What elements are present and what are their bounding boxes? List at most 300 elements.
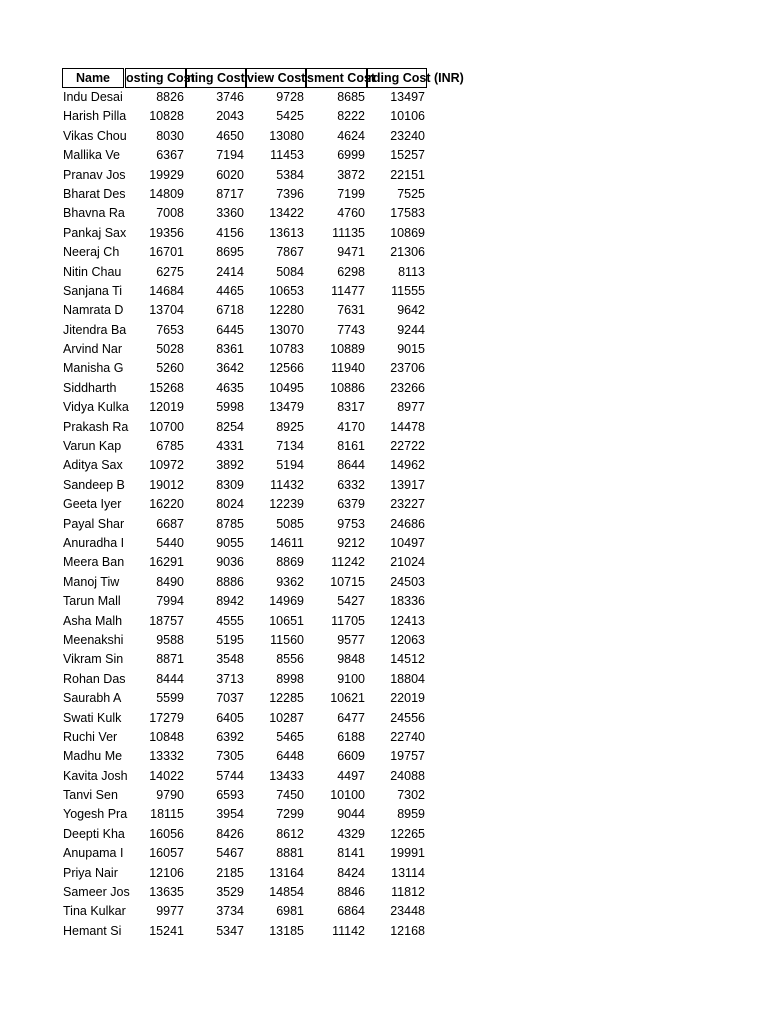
cost-cell[interactable]: 11135 xyxy=(332,225,365,240)
cost-cell[interactable]: 8869 xyxy=(276,555,304,570)
cost-cell[interactable]: 9848 xyxy=(337,652,365,667)
cost-cell[interactable]: 8426 xyxy=(216,826,244,841)
name-cell[interactable]: Deepti Kha xyxy=(63,826,125,841)
cost-cell[interactable]: 8925 xyxy=(276,419,304,434)
cost-cell[interactable]: 8717 xyxy=(216,186,244,201)
cost-cell[interactable]: 5427 xyxy=(337,594,365,609)
cost-cell[interactable]: 18757 xyxy=(149,613,184,628)
cost-cell[interactable]: 14962 xyxy=(390,458,425,473)
cost-cell[interactable]: 9588 xyxy=(156,632,184,647)
cost-cell[interactable]: 6445 xyxy=(216,322,244,337)
cost-cell[interactable]: 6981 xyxy=(276,904,304,919)
header-label-name: Name xyxy=(75,71,111,85)
name-cell[interactable]: Varun Kap xyxy=(63,439,122,454)
cost-cell[interactable]: 11705 xyxy=(331,613,365,628)
cost-cell[interactable]: 9212 xyxy=(337,535,365,550)
header-cell-interview-cost[interactable] xyxy=(246,68,306,88)
cost-cell[interactable]: 11560 xyxy=(270,632,304,647)
header-cell-job-posting-cost[interactable] xyxy=(125,68,195,88)
cost-cell[interactable]: 13332 xyxy=(149,749,184,764)
cost-cell[interactable]: 7037 xyxy=(216,691,244,706)
cost-cell[interactable]: 11142 xyxy=(332,923,365,938)
cost-cell[interactable]: 7867 xyxy=(276,245,304,260)
cost-cell[interactable]: 14478 xyxy=(390,419,425,434)
cost-cell[interactable]: 13613 xyxy=(269,225,304,240)
cost-cell[interactable]: 14969 xyxy=(269,594,304,609)
cost-cell[interactable]: 9577 xyxy=(337,632,365,647)
cost-cell[interactable]: 12106 xyxy=(149,865,184,880)
cost-cell[interactable]: 18336 xyxy=(390,594,425,609)
name-cell[interactable]: Ruchi Ver xyxy=(63,729,118,744)
cost-cell[interactable]: 19757 xyxy=(390,749,425,764)
header-label-job-posting-cost: osting Cost xyxy=(126,71,195,85)
table-row xyxy=(62,786,482,805)
cost-cell[interactable]: 5085 xyxy=(276,516,304,531)
cost-cell[interactable]: 18115 xyxy=(150,807,184,822)
cost-cell[interactable]: 5347 xyxy=(216,923,244,938)
cost-cell[interactable]: 4635 xyxy=(216,380,244,395)
cost-cell[interactable]: 13635 xyxy=(149,885,184,900)
cost-cell[interactable]: 11453 xyxy=(270,148,304,163)
cost-cell[interactable]: 12566 xyxy=(269,361,304,376)
header-label-assessment-cost: sment Cost xyxy=(307,71,376,85)
cost-cell[interactable]: 10106 xyxy=(390,109,425,124)
cost-cell[interactable]: 3360 xyxy=(216,206,244,221)
table-row xyxy=(62,204,482,223)
table-row xyxy=(62,88,482,107)
name-cell[interactable]: Bhavna Ra xyxy=(63,206,125,221)
cost-cell[interactable]: 7525 xyxy=(397,186,425,201)
cost-cell[interactable]: 16056 xyxy=(149,826,184,841)
header-cell-onboarding-cost[interactable] xyxy=(367,68,464,88)
cost-cell[interactable]: 11242 xyxy=(331,555,365,570)
cost-cell[interactable]: 21306 xyxy=(390,245,425,260)
cost-cell[interactable]: 15268 xyxy=(149,380,184,395)
cost-cell[interactable]: 19991 xyxy=(390,846,425,861)
cost-cell[interactable]: 17583 xyxy=(390,206,425,221)
name-cell[interactable]: Meenakshi xyxy=(63,632,124,647)
cost-cell[interactable]: 12239 xyxy=(269,497,304,512)
cost-cell[interactable]: 8959 xyxy=(397,807,425,822)
name-cell[interactable]: Pankaj Sax xyxy=(63,225,127,240)
cost-cell[interactable]: 24686 xyxy=(390,516,425,531)
cost-cell[interactable]: 14854 xyxy=(269,885,304,900)
header-label-interview-cost: view Cost xyxy=(247,71,306,85)
table-row xyxy=(62,650,482,669)
table-row xyxy=(62,398,482,417)
table-row xyxy=(62,301,482,320)
cost-cell[interactable]: 15257 xyxy=(390,148,425,163)
table-row xyxy=(62,476,482,495)
cost-cell[interactable]: 6477 xyxy=(337,710,365,725)
cost-cell[interactable]: 12168 xyxy=(390,923,425,938)
cost-cell[interactable]: 7994 xyxy=(156,594,184,609)
cost-cell[interactable]: 7199 xyxy=(337,186,365,201)
table-row xyxy=(62,883,482,902)
cost-cell[interactable]: 6785 xyxy=(156,439,184,454)
cost-cell[interactable]: 10848 xyxy=(149,729,184,744)
cost-cell[interactable]: 9100 xyxy=(337,671,365,686)
cost-cell[interactable]: 8222 xyxy=(337,109,365,124)
name-cell[interactable]: Anuradha I xyxy=(63,535,125,550)
cost-cell[interactable]: 9015 xyxy=(397,342,425,357)
cost-cell[interactable]: 6332 xyxy=(337,477,365,492)
cost-cell[interactable]: 17279 xyxy=(149,710,184,725)
cost-cell[interactable]: 4760 xyxy=(337,206,365,221)
cost-cell[interactable]: 22740 xyxy=(390,729,425,744)
name-cell[interactable]: Siddharth xyxy=(63,380,117,395)
cost-cell[interactable]: 23266 xyxy=(390,380,425,395)
name-cell[interactable]: Yogesh Pra xyxy=(63,807,128,822)
cost-cell[interactable]: 5467 xyxy=(216,846,244,861)
name-cell[interactable]: Kavita Josh xyxy=(63,768,128,783)
cost-cell[interactable]: 8030 xyxy=(156,128,184,143)
cost-cell[interactable]: 3892 xyxy=(216,458,244,473)
cost-cell[interactable]: 13070 xyxy=(269,322,304,337)
cost-cell[interactable]: 12019 xyxy=(149,400,184,415)
cost-cell[interactable]: 19012 xyxy=(149,477,184,492)
name-cell[interactable]: Meera Ban xyxy=(63,555,125,570)
cost-cell[interactable]: 7302 xyxy=(397,788,425,803)
cost-cell[interactable]: 8846 xyxy=(337,885,365,900)
cost-cell[interactable]: 14022 xyxy=(149,768,184,783)
cost-cell[interactable]: 10869 xyxy=(390,225,425,240)
cost-cell[interactable]: 3872 xyxy=(337,167,365,182)
cost-cell[interactable]: 3734 xyxy=(216,904,244,919)
cost-cell[interactable]: 9728 xyxy=(276,90,304,104)
name-cell[interactable]: Rohan Das xyxy=(63,671,126,686)
name-cell[interactable]: Harish Pilla xyxy=(63,109,127,124)
cost-cell[interactable]: 9362 xyxy=(276,574,304,589)
cost-cell[interactable]: 12285 xyxy=(269,691,304,706)
cost-cell[interactable]: 6298 xyxy=(337,264,365,279)
cost-cell[interactable]: 12063 xyxy=(390,632,425,647)
cost-cell[interactable]: 9036 xyxy=(216,555,244,570)
cost-cell[interactable]: 2043 xyxy=(216,109,244,124)
name-cell[interactable]: Tarun Mall xyxy=(63,594,121,609)
cost-cell[interactable]: 5195 xyxy=(216,632,244,647)
cost-cell[interactable]: 14684 xyxy=(149,283,184,298)
cost-cell[interactable]: 23240 xyxy=(390,128,425,143)
cost-cell[interactable]: 6392 xyxy=(216,729,244,744)
cost-cell[interactable]: 11432 xyxy=(270,477,304,492)
cost-cell[interactable]: 4624 xyxy=(337,128,365,143)
cost-cell[interactable]: 8644 xyxy=(337,458,365,473)
name-cell[interactable]: Sandeep B xyxy=(63,477,125,492)
cost-cell[interactable]: 16220 xyxy=(149,497,184,512)
cost-cell[interactable]: 8444 xyxy=(156,671,184,686)
table-row xyxy=(62,263,482,282)
cost-cell[interactable]: 9977 xyxy=(156,904,184,919)
cost-cell[interactable]: 8161 xyxy=(337,439,365,454)
name-cell[interactable]: Vikram Sin xyxy=(63,652,124,667)
cost-cell[interactable]: 23448 xyxy=(390,904,425,919)
cost-cell[interactable]: 22151 xyxy=(390,167,425,182)
cost-cell[interactable]: 5084 xyxy=(276,264,304,279)
cost-cell[interactable]: 10495 xyxy=(269,380,304,395)
cost-cell[interactable]: 10287 xyxy=(269,710,304,725)
name-cell[interactable]: Priya Nair xyxy=(63,865,118,880)
cost-cell[interactable]: 5440 xyxy=(156,535,184,550)
cost-cell[interactable]: 5028 xyxy=(156,342,184,357)
cost-cell[interactable]: 10100 xyxy=(330,788,365,803)
cost-cell[interactable]: 22722 xyxy=(390,439,425,454)
cost-cell[interactable]: 6379 xyxy=(337,497,365,512)
table-row xyxy=(62,670,482,689)
cost-cell[interactable]: 10653 xyxy=(269,283,304,298)
cost-cell[interactable]: 7194 xyxy=(216,148,244,163)
cost-cell[interactable]: 8871 xyxy=(156,652,184,667)
cost-cell[interactable]: 8881 xyxy=(276,846,304,861)
cost-cell[interactable]: 21024 xyxy=(390,555,425,570)
name-cell[interactable]: Geeta Iyer xyxy=(63,497,122,512)
table-row xyxy=(62,282,482,301)
cost-cell[interactable]: 11477 xyxy=(331,283,365,298)
cost-cell[interactable]: 5998 xyxy=(216,400,244,415)
cost-cell[interactable]: 3954 xyxy=(216,807,244,822)
table-row xyxy=(62,456,482,475)
cost-cell[interactable]: 24503 xyxy=(390,574,425,589)
cost-cell[interactable]: 5425 xyxy=(276,109,304,124)
table-row xyxy=(62,844,482,863)
cost-cell[interactable]: 6448 xyxy=(276,749,304,764)
cost-cell[interactable]: 13422 xyxy=(269,206,304,221)
name-cell[interactable]: Jitendra Ba xyxy=(63,322,127,337)
name-cell[interactable]: Saurabh A xyxy=(63,691,122,706)
name-cell[interactable]: Aditya Sax xyxy=(63,458,123,473)
cost-cell[interactable]: 19356 xyxy=(149,225,184,240)
cost-cell[interactable]: 8424 xyxy=(337,865,365,880)
cost-cell[interactable]: 10497 xyxy=(390,535,425,550)
cost-cell[interactable]: 9244 xyxy=(397,322,425,337)
cost-cell[interactable]: 23227 xyxy=(390,497,425,512)
name-cell[interactable]: Payal Shar xyxy=(63,516,125,531)
cost-cell[interactable]: 10828 xyxy=(149,109,184,124)
cost-cell[interactable]: 14809 xyxy=(149,186,184,201)
cost-cell[interactable]: 6405 xyxy=(216,710,244,725)
cost-cell[interactable]: 8942 xyxy=(216,594,244,609)
cost-cell[interactable]: 6609 xyxy=(337,749,365,764)
name-cell[interactable]: Tina Kulkar xyxy=(63,904,126,919)
cost-cell[interactable]: 6718 xyxy=(216,303,244,318)
name-cell[interactable]: Vidya Kulka xyxy=(63,400,129,415)
table-row xyxy=(62,321,482,340)
cost-cell[interactable]: 12265 xyxy=(390,826,425,841)
cost-cell[interactable]: 12280 xyxy=(269,303,304,318)
cost-cell[interactable]: 14512 xyxy=(390,652,425,667)
cost-cell[interactable]: 10889 xyxy=(330,342,365,357)
cost-cell[interactable]: 8977 xyxy=(397,400,425,415)
cost-cell[interactable]: 8886 xyxy=(216,574,244,589)
header-cell-training-cost[interactable] xyxy=(186,68,246,88)
cost-cell[interactable]: 7653 xyxy=(156,322,184,337)
cost-cell[interactable]: 9790 xyxy=(156,788,184,803)
name-cell[interactable]: Bharat Des xyxy=(63,186,126,201)
name-cell[interactable]: Sanjana Ti xyxy=(63,283,123,298)
cost-cell[interactable]: 10886 xyxy=(330,380,365,395)
cost-cell[interactable]: 7396 xyxy=(276,186,304,201)
name-cell[interactable]: Sameer Jos xyxy=(63,885,130,900)
cost-cell[interactable]: 8998 xyxy=(276,671,304,686)
cost-cell[interactable]: 4555 xyxy=(216,613,244,628)
table-row xyxy=(62,612,482,631)
cost-cell[interactable]: 8826 xyxy=(156,90,184,104)
cost-cell[interactable]: 4497 xyxy=(337,768,365,783)
cost-cell[interactable]: 8254 xyxy=(216,419,244,434)
cost-cell[interactable]: 10621 xyxy=(330,691,365,706)
cost-cell[interactable]: 7305 xyxy=(216,749,244,764)
table-row xyxy=(62,631,482,650)
cost-cell[interactable]: 18804 xyxy=(390,671,425,686)
cost-cell[interactable]: 3746 xyxy=(216,90,244,104)
cost-cell[interactable]: 8309 xyxy=(216,477,244,492)
name-cell[interactable]: Manoj Tiw xyxy=(63,574,120,589)
cost-cell[interactable]: 7631 xyxy=(337,303,365,318)
cost-cell[interactable]: 13479 xyxy=(269,400,304,415)
name-cell[interactable]: Namrata D xyxy=(63,303,124,318)
cost-cell[interactable]: 4329 xyxy=(337,826,365,841)
cost-cell[interactable]: 3548 xyxy=(216,652,244,667)
cost-cell[interactable]: 9044 xyxy=(337,807,365,822)
cost-cell[interactable]: 5384 xyxy=(276,167,304,182)
cost-cell[interactable]: 10651 xyxy=(269,613,304,628)
cost-cell[interactable]: 5744 xyxy=(216,768,244,783)
cost-cell[interactable]: 6864 xyxy=(337,904,365,919)
cost-cell[interactable]: 10715 xyxy=(330,574,365,589)
table-row xyxy=(62,107,482,126)
cost-cell[interactable]: 10783 xyxy=(269,342,304,357)
cost-cell[interactable]: 6687 xyxy=(156,516,184,531)
table-row xyxy=(62,515,482,534)
cost-cell[interactable]: 9753 xyxy=(337,516,365,531)
cost-cell[interactable]: 6999 xyxy=(337,148,365,163)
cost-cell[interactable]: 19929 xyxy=(149,167,184,182)
cost-cell[interactable]: 24556 xyxy=(390,710,425,725)
cost-cell[interactable]: 10700 xyxy=(149,419,184,434)
cost-cell[interactable]: 8612 xyxy=(276,826,304,841)
cost-cell[interactable]: 5260 xyxy=(156,361,184,376)
cost-cell[interactable]: 6020 xyxy=(216,167,244,182)
cost-cell[interactable]: 6593 xyxy=(216,788,244,803)
table-row xyxy=(62,359,482,378)
name-cell[interactable]: Mallika Ve xyxy=(63,148,120,163)
cost-cell[interactable]: 11555 xyxy=(391,283,425,298)
cost-cell[interactable]: 13917 xyxy=(390,477,425,492)
name-cell[interactable]: Vikas Chou xyxy=(63,128,127,143)
table-row xyxy=(62,127,482,146)
cost-cell[interactable]: 8024 xyxy=(216,497,244,512)
cost-cell[interactable]: 2185 xyxy=(216,865,244,880)
cost-cell[interactable]: 6188 xyxy=(337,729,365,744)
name-cell[interactable]: Anupama I xyxy=(63,846,124,861)
cost-cell[interactable]: 8785 xyxy=(216,516,244,531)
cost-cell[interactable]: 6275 xyxy=(156,264,184,279)
cost-cell[interactable]: 10972 xyxy=(149,458,184,473)
cost-cell[interactable]: 4170 xyxy=(337,419,365,434)
table-row xyxy=(62,495,482,514)
cost-cell[interactable]: 24088 xyxy=(390,768,425,783)
cost-cell[interactable]: 16291 xyxy=(149,555,184,570)
cost-cell[interactable]: 8685 xyxy=(337,90,365,104)
header-cell-name[interactable] xyxy=(62,68,124,88)
cost-cell[interactable]: 8695 xyxy=(216,245,244,260)
name-cell[interactable]: Asha Malh xyxy=(63,613,123,628)
cost-cell[interactable]: 14611 xyxy=(270,535,304,550)
cost-cell[interactable]: 7743 xyxy=(337,322,365,337)
header-cell-assessment-cost[interactable] xyxy=(306,68,376,88)
cost-cell[interactable]: 4156 xyxy=(216,225,244,240)
cost-cell[interactable]: 2414 xyxy=(216,264,244,279)
cost-cell[interactable]: 7450 xyxy=(276,788,304,803)
cost-cell[interactable]: 23706 xyxy=(390,361,425,376)
cost-cell[interactable]: 5194 xyxy=(276,458,304,473)
cost-cell[interactable]: 13080 xyxy=(269,128,304,143)
cost-cell[interactable]: 3642 xyxy=(216,361,244,376)
name-cell[interactable]: Neeraj Ch xyxy=(63,245,120,260)
table-row xyxy=(62,553,482,572)
cost-cell[interactable]: 7299 xyxy=(276,807,304,822)
cost-cell[interactable]: 8317 xyxy=(337,400,365,415)
cost-cell[interactable]: 11812 xyxy=(391,885,425,900)
cost-cell[interactable]: 13164 xyxy=(269,865,304,880)
cost-cell[interactable]: 5599 xyxy=(156,691,184,706)
table-row xyxy=(62,767,482,786)
cost-cell[interactable]: 9055 xyxy=(216,535,244,550)
cost-cell[interactable]: 8361 xyxy=(216,342,244,357)
name-cell[interactable]: Nitin Chau xyxy=(63,264,122,279)
name-cell[interactable]: Prakash Ra xyxy=(63,419,129,434)
cost-cell[interactable]: 13185 xyxy=(269,923,304,938)
cost-cell[interactable]: 7134 xyxy=(276,439,304,454)
cost-cell[interactable]: 8556 xyxy=(276,652,304,667)
cost-cell[interactable]: 12413 xyxy=(390,613,425,628)
name-cell[interactable]: Arvind Nar xyxy=(63,342,123,357)
table-row xyxy=(62,805,482,824)
cost-cell[interactable]: 8141 xyxy=(337,846,365,861)
name-cell[interactable]: Tanvi Sen xyxy=(63,788,118,803)
cost-cell[interactable]: 8113 xyxy=(398,264,425,279)
cost-cell[interactable]: 9642 xyxy=(397,303,425,318)
cost-cell[interactable]: 8490 xyxy=(156,574,184,589)
name-cell[interactable]: Manisha G xyxy=(63,361,124,376)
cost-cell[interactable]: 5465 xyxy=(276,729,304,744)
table-row xyxy=(62,379,482,398)
cost-cell[interactable]: 4465 xyxy=(216,283,244,298)
cost-cell[interactable]: 4331 xyxy=(216,439,244,454)
cost-cell[interactable]: 11940 xyxy=(331,361,365,376)
cost-cell[interactable]: 16057 xyxy=(149,846,184,861)
cost-cell[interactable]: 3529 xyxy=(216,885,244,900)
cost-cell[interactable]: 13433 xyxy=(269,768,304,783)
cost-cell[interactable]: 13704 xyxy=(149,303,184,318)
table-row xyxy=(62,418,482,437)
cost-cell[interactable]: 15241 xyxy=(149,923,184,938)
cost-cell[interactable]: 4650 xyxy=(216,128,244,143)
cost-cell[interactable]: 3713 xyxy=(216,671,244,686)
cost-cell[interactable]: 13114 xyxy=(391,865,425,880)
name-cell[interactable]: Madhu Me xyxy=(63,749,123,764)
cost-cell[interactable]: 13497 xyxy=(390,90,425,104)
cost-cell[interactable]: 6367 xyxy=(156,148,184,163)
name-cell[interactable]: Indu Desai xyxy=(63,90,123,104)
name-cell[interactable]: Hemant Si xyxy=(63,923,122,938)
cost-cell[interactable]: 22019 xyxy=(390,691,425,706)
cost-cell[interactable]: 7008 xyxy=(156,206,184,221)
name-cell[interactable]: Pranav Jos xyxy=(63,167,126,182)
cost-cell[interactable]: 16701 xyxy=(149,245,184,260)
name-cell[interactable]: Swati Kulk xyxy=(63,710,122,725)
cost-cell[interactable]: 9471 xyxy=(337,245,365,260)
